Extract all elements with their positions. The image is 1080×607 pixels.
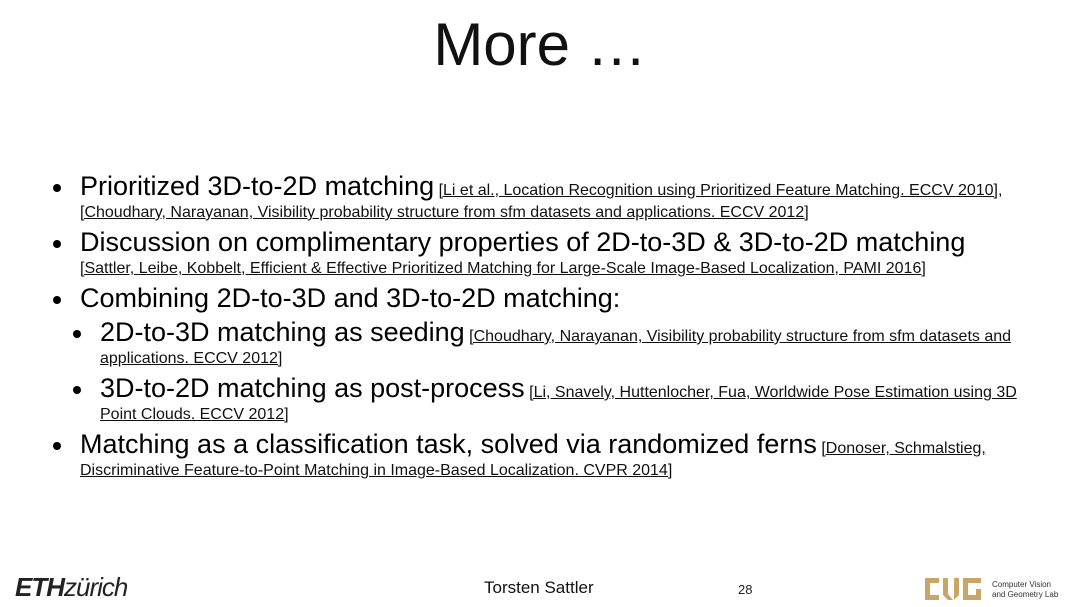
lab-name-line2: and Geometry Lab xyxy=(992,590,1059,599)
bullet-text: 3D-to-2D matching as post-process xyxy=(100,373,525,403)
bullet-dot-icon xyxy=(53,296,61,304)
sub-bullet-seeding xyxy=(48,317,1048,370)
footer-author: Torsten Sattler xyxy=(484,578,594,597)
reference-link[interactable]: [Sattler, Leibe, Kobbelt, Efficient & Effective Prioritized Matching for Large-Scale Image-Based Localization, PAMI 2016] xyxy=(80,260,926,277)
bullet-text: Combining 2D-to-3D and 3D-to-2D matching: xyxy=(80,283,621,313)
reference-link[interactable]: [Li, Snavely, Huttenlocher, Fua, Worldwide Pose Estimation using 3D Point Clouds. ECCV 2012] xyxy=(100,384,1017,423)
lab-name xyxy=(992,580,1058,600)
bullet-item-discussion xyxy=(48,227,1048,280)
bullet-dot-icon xyxy=(53,442,61,450)
bullet-item-classification xyxy=(48,429,1048,482)
bullet-dot-icon xyxy=(53,240,61,248)
sub-bullet-post-process xyxy=(48,373,1048,426)
bullet-dot-icon xyxy=(73,386,81,394)
bullet-item-prioritized xyxy=(48,171,1048,224)
reference-link[interactable]: [Li et al., Location Recognition using Prioritized Feature Matching. ECCV 2010], [Choudhary, Narayanan, Visibility probability structure from sfm datasets and applications. ECCV 2012] xyxy=(80,182,1003,221)
reference-link[interactable]: [Choudhary, Narayanan, Visibility probability structure from sfm datasets and applications. ECCV 2012] xyxy=(100,328,1012,367)
eth-zurich-logo xyxy=(15,572,127,603)
bullet-list xyxy=(48,171,1048,485)
bullet-item-combining xyxy=(48,283,1048,314)
reference-link[interactable]: [Donoser, Schmalstieg, Discriminative Feature-to-Point Matching in Image-Based Localization. CVPR 2014] xyxy=(80,440,986,479)
bullet-dot-icon xyxy=(53,184,61,192)
bullet-text: Prioritized 3D-to-2D matching xyxy=(80,171,435,201)
eth-logo-italic: zürich xyxy=(64,572,128,602)
slide-title: More … xyxy=(433,11,647,78)
lab-name-line1: Computer Vision xyxy=(992,580,1051,589)
bullet-text: Discussion on complimentary properties of 2D-to-3D & 3D-to-2D matching xyxy=(80,227,966,257)
bullet-dot-icon xyxy=(73,330,81,338)
bullet-text: 2D-to-3D matching as seeding xyxy=(100,317,465,347)
cvg-logo-icon xyxy=(923,574,985,604)
eth-logo-bold: ETH xyxy=(15,572,64,602)
bullet-text: Matching as a classification task, solved via randomized ferns xyxy=(80,429,817,459)
page-number: 28 xyxy=(738,582,753,597)
